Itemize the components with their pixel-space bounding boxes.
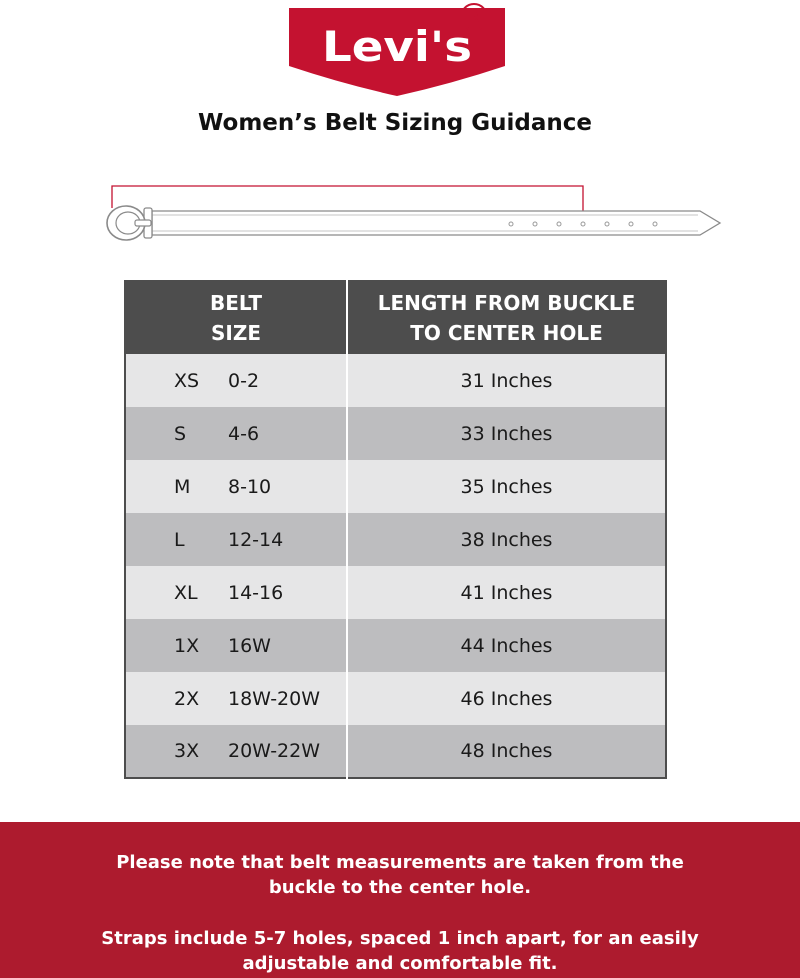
belt-hole	[629, 222, 633, 226]
table-row	[125, 672, 666, 725]
size-code: XS	[174, 369, 200, 392]
size-cell	[125, 619, 347, 672]
table-row	[125, 460, 666, 513]
length-cell: 35 Inches	[347, 460, 666, 513]
table-row	[125, 513, 666, 566]
size-cell	[125, 354, 347, 407]
table-header-row	[125, 281, 666, 354]
header-text: BELT	[210, 291, 262, 315]
belt-hole	[605, 222, 609, 226]
table-row	[125, 566, 666, 619]
belt-hole	[653, 222, 657, 226]
belt-hole-center	[581, 222, 585, 226]
size-range: 0-2	[228, 369, 260, 392]
length-cell: 31 Inches	[347, 354, 666, 407]
size-code: M	[174, 475, 191, 498]
size-range: 16W	[228, 634, 271, 657]
length-cell: 48 Inches	[347, 725, 666, 778]
svg-text:R: R	[468, 8, 480, 27]
table-row	[125, 619, 666, 672]
size-cell	[125, 566, 347, 619]
page-title: Women’s Belt Sizing Guidance	[197, 110, 593, 136]
belt-size-table	[124, 280, 667, 779]
header-text: TO CENTER HOLE	[410, 321, 603, 345]
header-length	[347, 281, 666, 354]
length-cell: 38 Inches	[347, 513, 666, 566]
header-belt-size	[125, 281, 347, 354]
size-range: 4-6	[228, 422, 260, 445]
size-cell	[125, 725, 347, 778]
size-cell	[125, 407, 347, 460]
size-range: 14-16	[228, 581, 284, 604]
logo-wordmark: Levi's	[322, 22, 472, 71]
size-code: 2X	[174, 687, 200, 710]
note-line: buckle to the center hole.	[268, 877, 532, 898]
registered-trademark-icon	[459, 2, 489, 32]
holes-note	[0, 926, 800, 976]
note-line: Please note that belt measurements are taken from the	[116, 852, 684, 873]
size-range: 20W-22W	[228, 740, 321, 762]
size-code: XL	[174, 581, 198, 604]
notes-banner	[0, 822, 800, 978]
size-range: 8-10	[228, 475, 272, 498]
length-cell: 46 Inches	[347, 672, 666, 725]
table-row	[125, 354, 666, 407]
belt-hole	[509, 222, 513, 226]
length-cell: 33 Inches	[347, 407, 666, 460]
length-cell: 44 Inches	[347, 619, 666, 672]
note-line: Straps include 5-7 holes, spaced 1 inch apart, for an easily	[101, 928, 699, 949]
header-text: LENGTH FROM BUCKLE	[377, 291, 636, 315]
size-cell	[125, 513, 347, 566]
size-range: 18W-20W	[228, 687, 321, 710]
size-code: S	[174, 422, 187, 445]
size-code: 1X	[174, 634, 200, 657]
belt-hole	[557, 222, 561, 226]
table-row	[125, 725, 666, 778]
size-cell	[125, 672, 347, 725]
note-line: adjustable and comfortable fit.	[242, 953, 558, 974]
size-cell	[125, 460, 347, 513]
size-range: 12-14	[228, 528, 284, 551]
length-cell: 41 Inches	[347, 566, 666, 619]
belt-illustration-icon	[100, 180, 730, 250]
size-code: 3X	[174, 740, 200, 762]
size-code: L	[174, 528, 185, 551]
measurement-note	[0, 850, 800, 900]
table-row	[125, 407, 666, 460]
header-text: SIZE	[210, 321, 261, 345]
belt-hole	[533, 222, 537, 226]
